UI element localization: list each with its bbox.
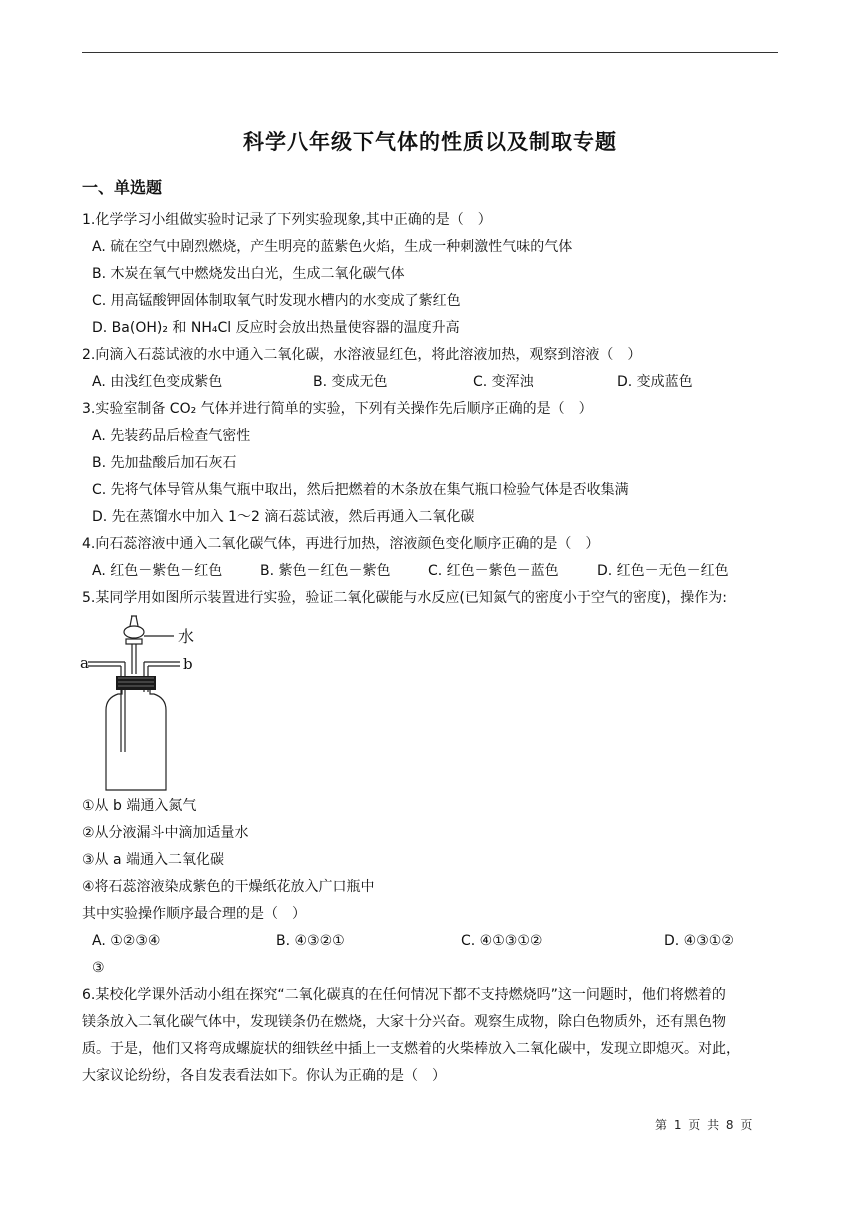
q5-step-4: ④将石蕊溶液染成紫色的干燥纸花放入广口瓶中 bbox=[82, 879, 375, 895]
q2-option-c: C. 变浑浊 bbox=[473, 374, 534, 390]
q3-option-a: A. 先装药品后检查气密性 bbox=[92, 428, 251, 444]
q5-option-c: C. ④①③①② bbox=[461, 933, 543, 949]
section-heading: 一、单选题 bbox=[82, 178, 163, 197]
q6-line-2: 镁条放入二氧化碳气体中，发现镁条仍在燃烧，大家十分兴奋。观察生成物，除白色物质外，还有黑色物 bbox=[82, 1014, 726, 1030]
q5-option-b: B. ④③②① bbox=[276, 933, 345, 949]
q5-option-d-continued: ③ bbox=[92, 960, 105, 976]
q3-stem: 3.实验室制备 CO₂ 气体并进行简单的实验，下列有关操作先后顺序正确的是（ ） bbox=[82, 401, 593, 417]
q5-question: 其中实验操作顺序最合理的是（ ） bbox=[82, 906, 306, 922]
figure-label-a: a bbox=[80, 654, 89, 672]
page-title: 科学八年级下气体的性质以及制取专题 bbox=[243, 130, 617, 154]
q5-option-a: A. ①②③④ bbox=[92, 933, 161, 949]
q4-stem: 4.向石蕊溶液中通入二氧化碳气体，再进行加热，溶液颜色变化顺序正确的是（ ） bbox=[82, 536, 600, 552]
q6-line-3: 质。于是，他们又将弯成螺旋状的细铁丝中插上一支燃着的火柴棒放入二氧化碳中，发现立即熄灭。对此， bbox=[82, 1041, 740, 1057]
q3-option-c: C. 先将气体导管从集气瓶中取出，然后把燃着的木条放在集气瓶口检验气体是否收集满 bbox=[92, 482, 629, 498]
figure-label-water: 水 bbox=[178, 627, 195, 646]
q2-option-d: D. 变成蓝色 bbox=[617, 374, 693, 390]
q5-step-1: ①从 b 端通入氮气 bbox=[82, 798, 197, 814]
q4-option-b: B. 紫色－红色－紫色 bbox=[260, 563, 391, 579]
gas-bottle-apparatus-figure bbox=[78, 612, 204, 798]
q1-option-c: C. 用高锰酸钾固体制取氧气时发现水槽内的水变成了紫红色 bbox=[92, 293, 461, 309]
q2-stem: 2.向滴入石蕊试液的水中通入二氧化碳，水溶液显红色，将此溶液加热，观察到溶液（ ） bbox=[82, 347, 642, 363]
q6-line-4: 大家议论纷纷，各自发表看法如下。你认为正确的是（ ） bbox=[82, 1068, 446, 1084]
q5-step-2: ②从分液漏斗中滴加适量水 bbox=[82, 825, 249, 841]
header-rule bbox=[82, 52, 778, 53]
q4-option-c: C. 红色－紫色－蓝色 bbox=[428, 563, 559, 579]
q1-option-d: D. Ba(OH)₂ 和 NH₄Cl 反应时会放出热量使容器的温度升高 bbox=[92, 320, 460, 336]
q1-stem: 1.化学学习小组做实验时记录了下列实验现象,其中正确的是（ ） bbox=[82, 212, 492, 228]
q1-option-a: A. 硫在空气中剧烈燃烧，产生明亮的蓝紫色火焰，生成一种刺激性气味的气体 bbox=[92, 239, 573, 255]
figure-label-b: b bbox=[183, 655, 193, 673]
q5-stem: 5.某同学用如图所示装置进行实验，验证二氧化碳能与水反应(已知氮气的密度小于空气的密度)，操作为: bbox=[82, 590, 727, 606]
q4-option-a: A. 红色－紫色－红色 bbox=[92, 563, 223, 579]
q6-line-1: 6.某校化学课外活动小组在探究“二氧化碳真的在任何情况下都不支持燃烧吗”这一问题时，他们将燃着的 bbox=[82, 987, 726, 1003]
q1-option-b: B. 木炭在氧气中燃烧发出白光，生成二氧化碳气体 bbox=[92, 266, 405, 282]
q3-option-b: B. 先加盐酸后加石灰石 bbox=[92, 455, 237, 471]
page-number: 第 1 页 共 8 页 bbox=[655, 1118, 753, 1132]
q5-option-d: D. ④③①② bbox=[664, 933, 734, 949]
q4-option-d: D. 红色－无色－红色 bbox=[597, 563, 729, 579]
q3-option-d: D. 先在蒸馏水中加入 1～2 滴石蕊试液，然后再通入二氧化碳 bbox=[92, 509, 475, 525]
q5-step-3: ③从 a 端通入二氧化碳 bbox=[82, 852, 225, 868]
q2-option-a: A. 由浅红色变成紫色 bbox=[92, 374, 223, 390]
q2-option-b: B. 变成无色 bbox=[313, 374, 388, 390]
